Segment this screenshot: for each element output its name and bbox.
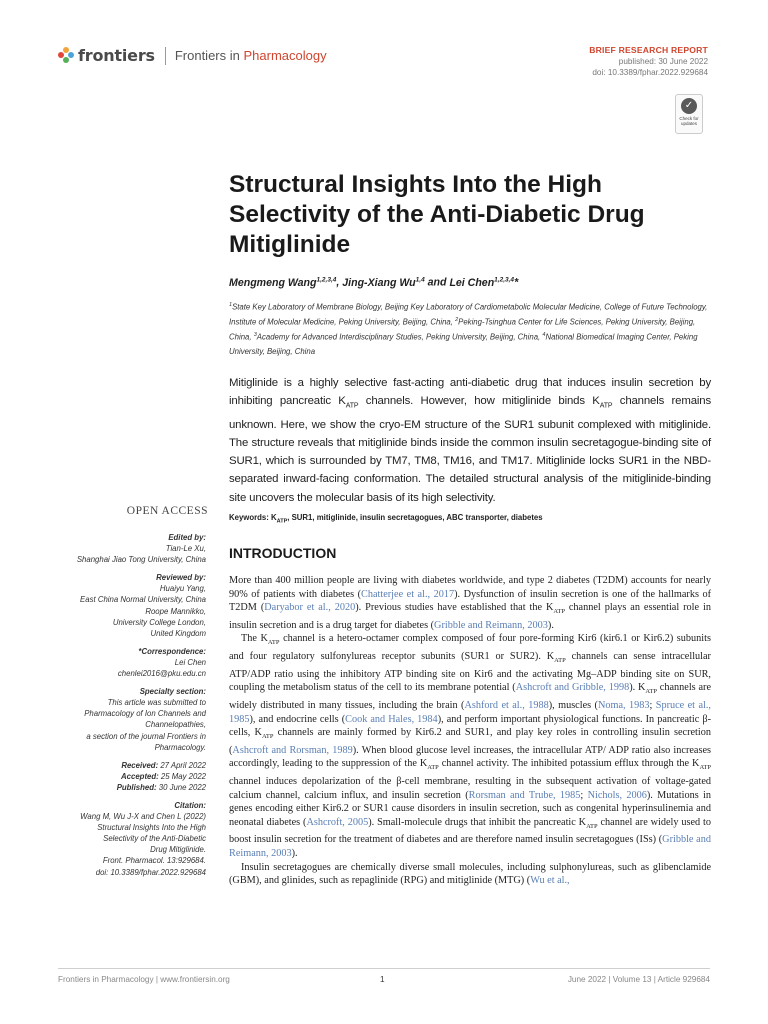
author[interactable]: Mengmeng Wang$^{1,2,3,4}$	[229, 276, 337, 289]
subscript: ATP	[267, 639, 280, 647]
text-run: ), and endocrine cells (	[249, 713, 346, 725]
citation-link[interactable]: Ashcroft, 2005	[306, 816, 369, 828]
article-info-sidebar	[40, 532, 206, 878]
sidebar-line: chenlei2016@pku.edu.cn	[117, 669, 206, 679]
article-title: Structural Insights Into the High Selectivity of the Anti-Diabetic Drug Mitiglinide	[229, 171, 645, 258]
text-run: ;	[649, 699, 656, 711]
text-run: More than 400 million people are living with diabetes worldwide, and type 2 diabetes (T2DM) accounts for nearly 90% of patients with diabetes (	[229, 575, 711, 600]
sidebar-line: Wang M, Wu J-X and Chen L (2022)	[80, 812, 206, 822]
sidebar-line: East China Normal University, China	[80, 595, 206, 605]
page-number: 1	[380, 975, 385, 984]
sidebar-line: Front. Pharmacol. 13:929684.	[102, 856, 206, 866]
text-run: channels are widely distributed in many tissues, including the brain (	[229, 682, 711, 711]
sidebar-line: Huaiyu Yang,	[159, 584, 206, 594]
subscript: ATP	[645, 688, 657, 696]
citation-link[interactable]: Noma, 1983	[597, 699, 650, 711]
text-run: channel are widely used to boost insulin secretion for the treatment of diabetes and are therefore named insulin secretagogues (ISs) (	[229, 816, 711, 846]
section-heading-introduction: INTRODUCTION	[229, 545, 337, 561]
reviewed-by-label: Reviewed by:	[156, 573, 206, 583]
citation-link[interactable]: Nichols, 2006	[587, 789, 647, 801]
text-run: ). Previous studies have established that the K	[355, 602, 554, 614]
badge-label: Check for updates	[679, 116, 699, 126]
citation-link[interactable]: Spruce et al., 1985	[229, 699, 711, 725]
subscript: ATP	[261, 733, 274, 741]
sidebar-line: Lei Chen	[174, 657, 206, 667]
bookmark-icon: ✓	[681, 98, 697, 114]
frontiers-logo-icon	[58, 47, 74, 65]
edited-by-list	[40, 543, 206, 565]
journal-logo[interactable]	[58, 46, 327, 65]
keywords: Keywords: $K_{ATP}$, SUR1, mitiglinide, insulin secretagogues, ABC transporter, diabetes	[229, 513, 543, 525]
text-run: channel activity. The inhibited potassium efflux through the K	[438, 758, 700, 770]
reviewed-by-list	[40, 583, 206, 638]
sidebar-line: a section of the journal Frontiers in	[86, 731, 206, 741]
sidebar-line: University College London,	[112, 617, 206, 627]
subscript: ATP	[553, 608, 565, 616]
text-run: ;	[580, 789, 588, 801]
check-for-updates-badge[interactable]	[675, 94, 703, 134]
text-run: ). Mutations in genes encoding either Kir6.2 or SUR1 cause disorders in insulin secretion, such as congenital hyperinsulinemia and neonatal diabetes (	[229, 789, 712, 828]
dates	[40, 760, 206, 793]
text-run: ). Dysfunction of insulin secretion is one of the hallmarks of T2DM (	[229, 588, 712, 614]
paragraph	[229, 574, 711, 632]
affiliations: $^1$State Key Laboratory of Membrane Biology, Beijing Key Laboratory of Cardiometabolic Molecular Medicine, College of Future Technology, Institute of Molecular Medicine, Peking University, Beijing, China, $^2$Peking-Tsinghua Center for Life Sciences, Peking University, Beijing, China, $^3$Academy for Advanced Interdisciplinary Studies, Peking University, Beijing, China, $^4$National Biomedical Imaging Center, Peking University, Beijing, China	[229, 302, 708, 356]
introduction-body	[229, 574, 711, 888]
citation-link[interactable]: Daryabor et al., 2020	[264, 602, 356, 614]
author-list: Mengmeng Wang$^{1,2,3,4}$, Jing-Xiang Wu$^{1,4}$ and Lei Chen$^{1,2,3,4}$*	[229, 276, 519, 289]
subscript: ATP	[699, 764, 711, 772]
citation-link[interactable]: Rorsman and Trube, 1985	[468, 789, 581, 801]
footer-journal-link[interactable]: Frontiers in Pharmacology | www.frontiersin.org	[58, 975, 230, 984]
sidebar-line: Pharmacology.	[154, 742, 206, 752]
footer-divider	[58, 968, 710, 969]
text-run: channels are mainly formed by Kir6.2 and SUR1, and play key roles in controlling insulin secretion (	[229, 727, 711, 756]
citation-link[interactable]: Wu et al.,	[530, 875, 570, 887]
sidebar-line: Drug Mitiglinide.	[150, 845, 206, 855]
subscript: ATP	[427, 764, 439, 772]
citation-link[interactable]: Ashcroft and Rorsman, 1989	[232, 744, 353, 756]
text-run: channel is a hetero-octamer complex composed of four pore-forming Kir6 (kir6.1 or Kir6.2) subunits and four regulatory sulfonylureas receptor subunits (SUR1 or SUR2). K	[229, 633, 711, 663]
logo-divider	[165, 47, 166, 65]
edited-by-label: Edited by:	[168, 533, 206, 542]
sidebar-line: Channelopathies,	[145, 720, 206, 730]
text-run: ).	[291, 848, 298, 860]
paragraph	[229, 861, 711, 888]
author[interactable]: Lei Chen$^{1,2,3,4}$	[449, 276, 515, 289]
text-run: ). Small-molecule drugs that inhibit the pancreatic K	[368, 816, 587, 828]
subscript: ATP	[586, 822, 598, 830]
open-access-label: OPEN ACCESS	[126, 505, 208, 517]
logo-text: frontiers	[78, 46, 155, 65]
subscript: ATP	[554, 657, 566, 665]
doi[interactable]: doi: 10.3389/fphar.2022.929684	[592, 68, 708, 77]
article-type: BRIEF RESEARCH REPORT	[589, 45, 708, 55]
specialty-section-list	[40, 697, 206, 752]
sidebar-line: United Kingdom	[150, 628, 206, 638]
journal-name: Frontiers in Pharmacology	[174, 48, 327, 63]
sidebar-line: Structural Insights Into the High	[97, 823, 206, 833]
sidebar-line: Shanghai Jiao Tong University, China	[76, 555, 206, 565]
author[interactable]: Jing-Xiang Wu$^{1,4}$	[342, 276, 425, 289]
text-run: ). K	[629, 682, 646, 694]
text-run: ). When blood glucose level increases, the intracellular ATP/ ADP ratio also increases accordingly, leading to the suppression of the K	[229, 744, 711, 770]
citation-link[interactable]: Chatterjee et al., 2017	[361, 588, 455, 600]
text-run: Insulin secretagogues are chemically diverse small molecules, including sulphonylureas, such as glibenclamide (GBM), and glinides, such as repaglinide (RPG) and mitiglinide (MTG) (	[229, 861, 711, 887]
citation-label: Citation:	[174, 800, 206, 810]
text-run: channel plays an essential role in insulin secretion and is a drug target for diabetes (	[229, 602, 711, 631]
paragraph	[229, 632, 711, 860]
specialty-section-label: Specialty section:	[139, 687, 206, 697]
correspondence-label: *Correspondence:	[138, 646, 206, 656]
sidebar-line: Pharmacology of Ion Channels and	[84, 709, 206, 719]
citation-link[interactable]: Gribble and Reimann, 2003	[229, 834, 711, 860]
text-run: ), and perform important physiological functions. In pancreatic β-cells, K	[229, 713, 711, 739]
accepted-date: Accepted: 25 May 2022	[121, 771, 206, 781]
sidebar-line: Roope Mannikko,	[145, 606, 206, 616]
text-run: ), muscles (	[548, 699, 598, 711]
citation-list	[40, 811, 206, 878]
corresponding-marker: *	[514, 276, 519, 289]
article-meta	[589, 45, 708, 78]
sidebar-line: Selectivity of the Anti-Diabetic	[103, 834, 206, 844]
sidebar-line: Tian-Le Xu,	[165, 544, 206, 554]
correspondence-list	[40, 657, 206, 679]
sidebar-line: doi: 10.3389/fphar.2022.929684	[95, 867, 206, 877]
text-run: channel induces depolarization of the β-cell membrane, resulting in the subsequent activation of voltage-gated calcium channel, calcium influx, and insulin secretion (	[229, 776, 711, 801]
text-run: ).	[547, 619, 554, 631]
citation-link[interactable]: Gribble and Reimann, 2003	[434, 619, 548, 631]
citation-link[interactable]: Ashcroft and Gribble, 1998	[515, 682, 630, 694]
abstract: Mitiglinide is a highly selective fast-acting anti-diabetic drug that induces insulin secretion by inhibiting pancreatic $K_{ATP}$ channels. However, how mitiglinide binds $K_{ATP}$ channels remains unknown. Here, we show the cryo-EM structure of the SUR1 subunit complexed with mitiglinide. The structure reveals that mitiglinide binds inside the common insulin secretagogue-binding site of SUR1, which is surrounded by TM7, TM8, TM16, and TM17. Mitiglinide locks SUR1 in the NBD-separated inward-facing conformation. The detailed structural analysis of the mitiglinide-binding site uncovers the molecular basis of its high selectivity.	[229, 377, 712, 504]
received-date: Received: 27 April 2022	[121, 760, 206, 770]
text-run: channels can sense intracellular ATP/ADP ratio using the inhibitory ATP binding site on Kir6 and the activating Mg–ADP binding site on SUR, coupling the metabolism status of the cell to its membrane potential (	[229, 651, 711, 694]
citation-link[interactable]: Cook and Hales, 1984	[345, 713, 438, 725]
published-date-sidebar: Published: 30 June 2022	[116, 782, 206, 792]
citation-link[interactable]: Ashford et al., 1988	[464, 699, 549, 711]
text-run: The K	[241, 633, 268, 645]
sidebar-line: This article was submitted to	[107, 698, 206, 708]
footer-volume-info: June 2022 | Volume 13 | Article 929684	[567, 975, 710, 984]
published-date: published: 30 June 2022	[618, 57, 708, 66]
